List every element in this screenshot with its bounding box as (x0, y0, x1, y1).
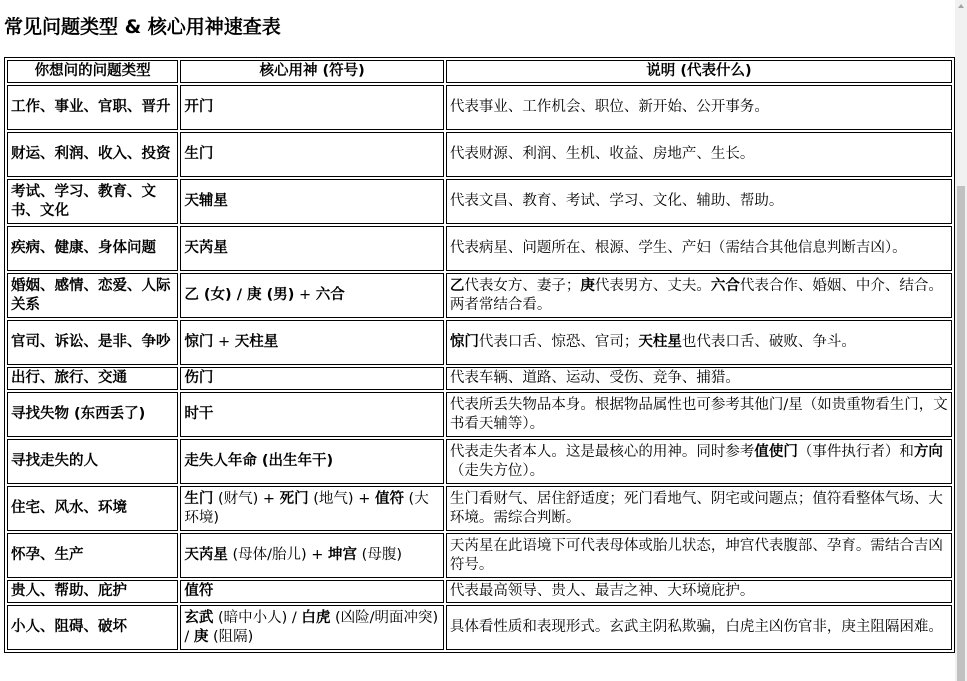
symbol-text: + (213, 334, 235, 350)
question-type-cell: 婚姻、感情、恋爱、人际关系 (7, 273, 178, 318)
description-text: （走失方位）。 (449, 462, 545, 479)
symbol-text: 六合 (315, 287, 345, 303)
symbol-text: (大环境) (184, 490, 429, 526)
table-row (7, 320, 952, 365)
description-text: 代表女方、妻子； (464, 277, 581, 294)
description-text: 方向 (913, 443, 943, 460)
core-symbol-cell (180, 85, 444, 130)
question-type-cell: 怀孕、生产 (7, 533, 178, 578)
description-cell (446, 85, 952, 130)
core-symbol-cell (180, 486, 444, 531)
description-text: 代表男方、丈夫。 (594, 277, 711, 294)
description-text: 代表所丢失物品本身。根据物品属性也可参考其他门/星（如贵重物看生门，文书看天辅等）。 (449, 396, 948, 432)
symbol-text: (凶险/明面冲突) / (184, 609, 439, 645)
symbol-text: 玄武 (184, 609, 214, 626)
symbol-text: (地气) + (308, 490, 375, 507)
description-text: 乙 (449, 277, 465, 294)
description-cell (446, 533, 952, 578)
core-symbol-cell (180, 273, 444, 318)
table-row (7, 392, 952, 437)
table-body (7, 85, 952, 650)
description-text: 生门看财气、居住舒适度；死门看地气、阴宅或问题点；值符看整体气场、大环境。需综合判断。 (449, 490, 943, 526)
description-text: 代表事业、工作机会、职位、新开始、公开事务。 (449, 99, 769, 115)
description-cell (446, 580, 952, 603)
description-text: 代表最高领导、贵人、最吉之神、大环境庇护。 (449, 583, 755, 599)
description-text: 代表病星、问题所在、根源、学生、产妇（需结合其他信息判断吉凶）。 (449, 240, 907, 256)
description-cell (446, 439, 952, 484)
question-type-cell: 小人、阻碍、破坏 (7, 605, 178, 650)
table-row (7, 439, 952, 484)
question-type-cell: 官司、诉讼、是非、争吵 (7, 320, 178, 365)
description-text: 代表文昌、教育、考试、学习、文化、辅助、帮助。 (449, 193, 784, 209)
table-row (7, 367, 952, 390)
symbol-text: + (294, 287, 316, 303)
table-header-row (7, 60, 952, 83)
core-symbol-cell (180, 132, 444, 177)
table-row (7, 132, 952, 177)
page-title: 常见问题类型 & 核心用神速查表 (4, 16, 281, 38)
symbol-text: (母腹) (357, 547, 402, 563)
symbol-text: (母体/胎儿) + (227, 547, 329, 563)
table-row (7, 486, 952, 531)
question-type-cell: 住宅、风水、环境 (7, 486, 178, 531)
core-symbol-cell (180, 605, 444, 650)
reference-table (4, 57, 955, 653)
question-type-cell: 寻找失物 (东西丢了) (7, 392, 178, 437)
description-text: 值使门 (754, 443, 798, 460)
symbol-text: (阻隔) (208, 628, 254, 645)
description-text: 代表口舌、惊恐、官司； (478, 334, 639, 350)
symbol-text: 天辅星 (184, 193, 228, 209)
symbol-text: 伤门 (184, 370, 214, 386)
description-text: 六合 (710, 277, 740, 294)
table-row (7, 580, 952, 603)
description-cell (446, 226, 952, 271)
vertical-scrollbar[interactable] (955, 0, 967, 681)
core-symbol-cell (180, 226, 444, 271)
symbol-text: 生门 (184, 146, 214, 162)
question-type-cell: 贵人、帮助、庇护 (7, 580, 178, 603)
description-text: 代表走失者本人。这是最核心的用神。同时参考 (449, 443, 755, 460)
description-cell (446, 486, 952, 531)
description-cell (446, 179, 952, 224)
symbol-text: 开门 (184, 99, 214, 115)
symbol-text: 值符 (184, 583, 214, 599)
description-text: 惊门 (449, 334, 479, 350)
table-row (7, 85, 952, 130)
header-description: 说明 (代表什么) (446, 60, 952, 83)
core-symbol-cell (180, 320, 444, 365)
symbol-text: 惊门 (184, 334, 214, 350)
question-type-cell: 工作、事业、官职、晋升 (7, 85, 178, 130)
question-type-cell: 疾病、健康、身体问题 (7, 226, 178, 271)
scroll-up-arrow-icon[interactable] (955, 0, 967, 12)
table-row (7, 533, 952, 578)
question-type-cell: 寻找走失的人 (7, 439, 178, 484)
core-symbol-cell (180, 392, 444, 437)
header-core-symbol: 核心用神 (符号) (180, 60, 444, 83)
symbol-text: 天芮星 (184, 547, 228, 563)
core-symbol-cell (180, 439, 444, 484)
symbol-text: 生门 (184, 490, 214, 507)
description-text: 也代表口舌、破败、争斗。 (681, 334, 856, 350)
symbol-text: 死门 (279, 490, 309, 507)
table-row (7, 273, 952, 318)
symbol-text: 天芮星 (184, 240, 228, 256)
question-type-cell: 考试、学习、教育、文书、文化 (7, 179, 178, 224)
table-row (7, 605, 952, 650)
symbol-text: 庚 (193, 628, 209, 645)
description-text: 代表合作、婚姻、中介、结合。两者常结合看。 (449, 277, 943, 313)
header-question-type: 你想问的问题类型 (7, 60, 178, 83)
symbol-text: (财气) + (213, 490, 280, 507)
symbol-text: 走失人年命 (出生年干) (184, 453, 334, 469)
description-cell (446, 273, 952, 318)
description-cell (446, 605, 952, 650)
description-cell (446, 392, 952, 437)
description-cell (446, 132, 952, 177)
symbol-text: 天柱星 (234, 334, 279, 350)
scrollbar-thumb[interactable] (957, 186, 965, 681)
symbol-text: 时干 (184, 406, 214, 422)
description-text: 代表车辆、道路、运动、受伤、竞争、捕猎。 (449, 370, 740, 386)
symbol-text: 坤宫 (328, 547, 358, 563)
description-text: 具体看性质和表现形式。玄武主阴私欺骗，白虎主凶伤官非，庚主阻隔困难。 (449, 619, 943, 635)
symbol-text: 乙 (女) / 庚 (男) (184, 287, 295, 303)
symbol-text: 白虎 (301, 609, 331, 626)
core-symbol-cell (180, 533, 444, 578)
table-row (7, 226, 952, 271)
description-cell (446, 320, 952, 365)
core-symbol-cell (180, 580, 444, 603)
description-text: 代表财源、利润、生机、收益、房地产、生长。 (449, 146, 755, 162)
description-text: 天芮星在此语境下可代表母体或胎儿状态，坤宫代表腹部、孕育。需结合吉凶符号。 (449, 537, 943, 573)
description-text: 天柱星 (638, 334, 682, 350)
symbol-text: (暗中小人) / (213, 609, 302, 626)
core-symbol-cell (180, 367, 444, 390)
question-type-cell: 财运、利润、收入、投资 (7, 132, 178, 177)
core-symbol-cell (180, 179, 444, 224)
table-row (7, 179, 952, 224)
description-cell (446, 367, 952, 390)
description-text: （事件执行者）和 (797, 443, 914, 460)
description-text: 庚 (580, 277, 595, 294)
symbol-text: 值符 (374, 490, 404, 507)
question-type-cell: 出行、旅行、交通 (7, 367, 178, 390)
